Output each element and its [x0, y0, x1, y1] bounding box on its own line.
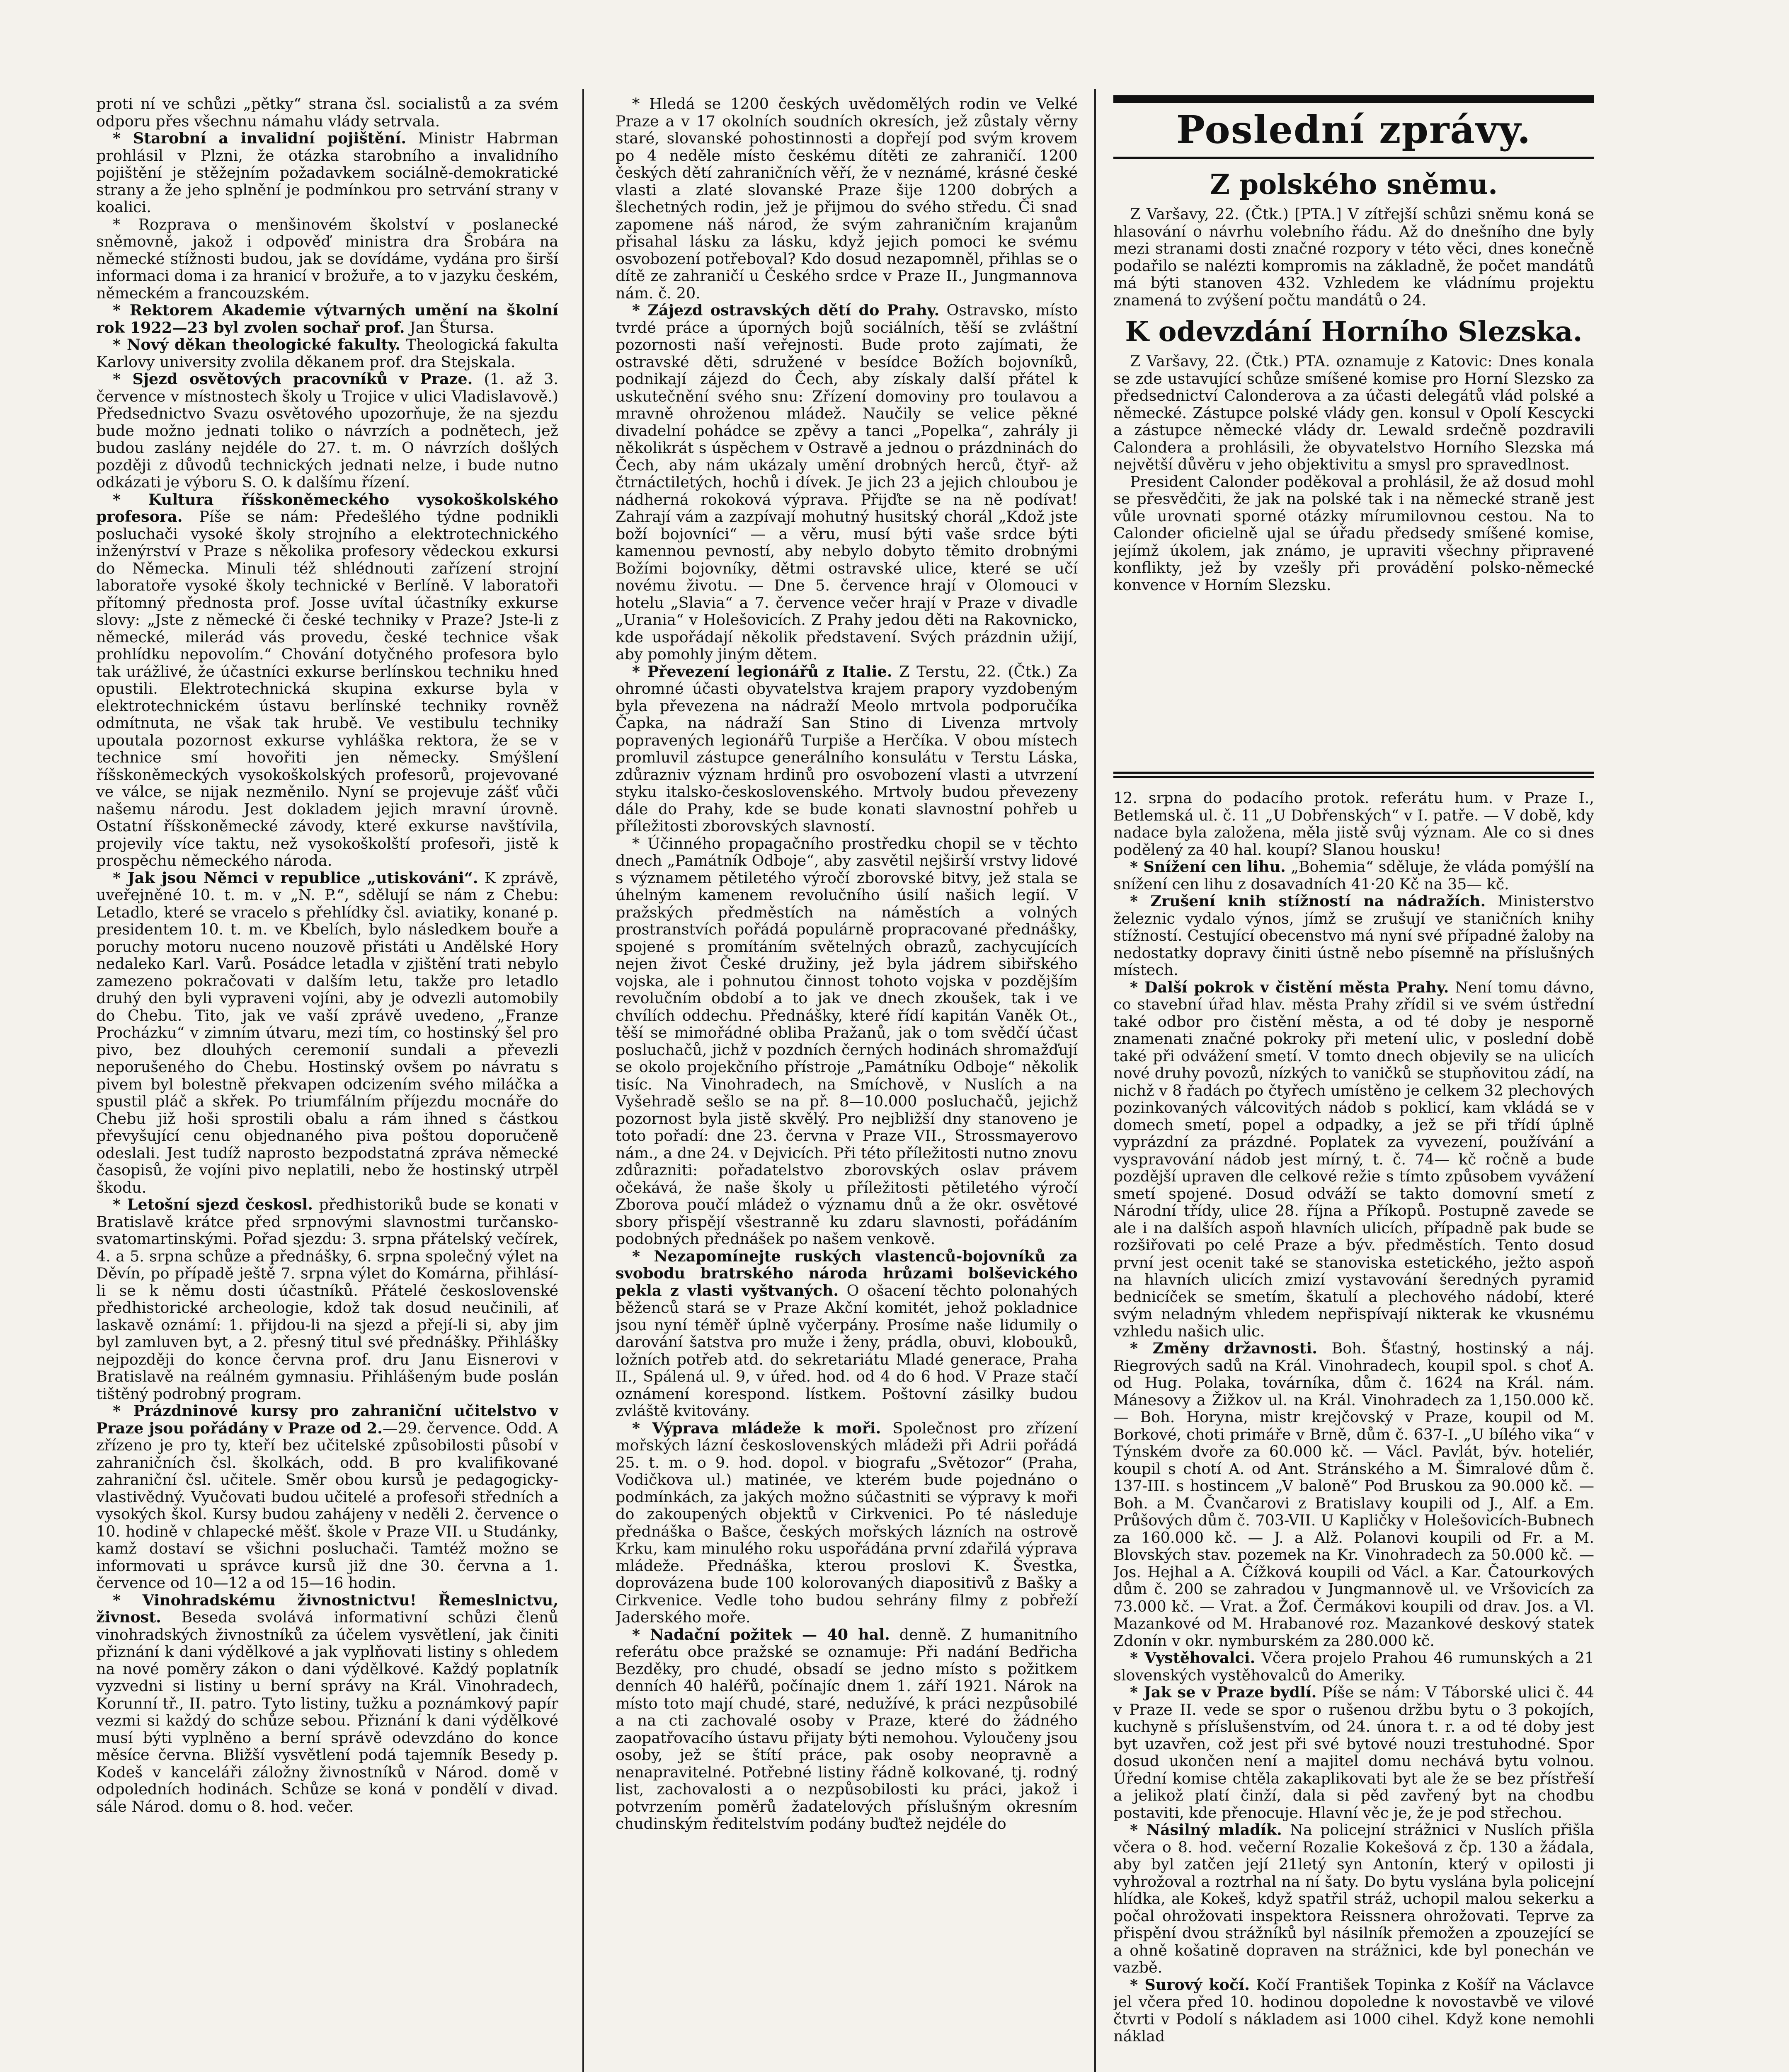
article-lead: * Starobní a invalidní pojištění.	[113, 129, 407, 147]
banner-rule-thin	[1113, 157, 1594, 159]
article-lead: * Nadační požitek — 40 hal.	[632, 1625, 890, 1644]
article-paragraph: * Jak jsou Němci v republice „utiskováni“. K zprávě, uveřejněné 10. t. m. v „N. P.“, sdělují se nám z Chebu: Letadlo, které se vracelo s přehlídky čsl. aviatiky, konané p. presidentem 10. t. m. ve Kbelích, bylo následkem bouře a poruchy motoru nuceno nouzově přistáti u Andělské Hory nedaleko Karl. Varů. Posádce letadla v zjištění trati nebylo zamezeno pokračovati v dalším letu, takže pro letadlo druhý den byli vypraveni vojíni, aby je odvezli automobily do Chebu. Tito, jak ve vaší zprávě uvedeno, „Franze Procházku“ v zimním útvaru, mezi tím, co hostinský šel pro pivo, bez dlouhých ceremonií sundali a převezli neporušeného do Chebu. Hostinský ovšem po návratu s pivem byl bolestně překvapen odcizením svého miláčka a spustil pláč a skřek. Po triumfálním příjezdu mocnáře do Chebu již hoši sprostili obalu a rám ihned s částkou převyšující cenu objednaného piva poštou doporučeně odeslali. Jest tudíž naprosto bezpodstatná zpráva německé časopisů, že vojíni pivo neplatili, nebo že hostinský utrpěl škodu.	[96, 869, 558, 1196]
article-paragraph: Z Varšavy, 22. (Čtk.) PTA. oznamuje z Katovic: Dnes konala se zde ustavující schůze smíšené komise pro Horní Slezsko za předsednictví Calonderova a za účasti delegátů vlád polské a německé. Zástupce polské vlády gen. konsul v Opolí Kescycki a zástupce německé vlády dr. Lewald srdečně pozdravili Calondera a prohlásili, že obyvatelstvo Horního Slezska má největší důvěru v jeho objektivitu a smysl pro spravedlnost.	[1113, 352, 1594, 473]
column-rule-right	[1094, 89, 1096, 2072]
article-paragraph: * Starobní a invalidní pojištění. Ministr Habrman prohlásil v Plzni, že otázka starobního a invalidního pojištění je stěžejním požadavkem sociálně-demokratické strany a že jeho splnění je podmínkou pro setrvání strany v koalici.	[96, 129, 558, 216]
article-paragraph: * Snížení cen lihu. „Bohemia“ sděluje, že vláda pomýšlí na snížení cen lihu z dosavadních 41·20 Kč na 35— kč.	[1113, 858, 1594, 893]
article-paragraph: * Zájezd ostravských dětí do Prahy. Ostravsko, místo tvrdé práce a úporných bojů sociálních, těší se zvláštní pozornosti naší veřejnosti. Bude proto zajímati, že ostravské děti, sdružené v besídce Božích bojovníků, podnikají zájezd do Čech, aby získaly další přátel k uskutečnění svého snu: Zřízení domoviny pro toulavou a mravně ohroženou mládež. Naučily se velice pěkné divadelní pohádce se zpěvy a tanci „Popelka“, zahrály ji několikrát s úspěchem v Ostravě a jednou o prázdninách do Čech, aby nám ukázaly umění drobných herců, čtyř- až čtrnáctiletých, hochů i dívek. Je jich 23 a jejich chloubou je nádherná rokoková výprava. Přijďte se na ně podívat! Zahrají vám a zazpívají mohutný husitský chorál „Kdož jste boží bojovníci“ — a věru, musí býti vaše srdce býti kamennou pevností, aby nebylo dobyto těmito drobnými Božími bojovníky, dětmi ostravské ulice, které se učí novému životu. — Dne 5. července hrají v Olomouci v hotelu „Slavia“ a 7. července večer hrají v Praze v divadle „Urania“ v Holešovicích. Z Prahy jedou děti na Rakovnicko, kde uspořádají několik představení. Svých prázdnin užijí, aby pomohly jiným dětem.	[616, 301, 1078, 663]
column-middle	[616, 95, 1078, 2072]
article-paragraph: * Kultura říšskoněmeckého vysokoškolského profesora. Píše se nám: Předešlého týdne podnikli posluchači vysoké školy strojního a elektrotechnického inženýrství v Praze s několika profesory vědeckou exkursi do Německa. Minuli též shlédnouti zařízení strojní laboratoře vysoké školy technické v Berlíně. V laboratoři přítomný přednosta prof. Josse uvítal účastníky exkurse slovy: „Jste z německé či české techniky v Praze? Jste-li z německé, milerád vás provedu, české technice však prohlídku nepovolím.“ Chování dotyčného profesora bylo tak urážlivé, že účastníci exkurse berlínskou techniku hned opustili. Elektrotechnická skupina exkurse byla v elektrotechnickém ústavu berlínské techniky rovněž odmítnuta, ne však tak hrubě. Ve vestibulu techniky upoutala pozornost exkurse vyhláška rektora, že se v technice smí hovořiti jen německy. Smýšlení říšskoněmeckých vysokoškolských profesorů, projevované ve válce, se nijak nezměnilo. Nyní se projevuje zášť vůči našemu národu. Jest dokladem jejich mravní úrovně. Ostatní říšskoněmecké závody, které exkurse navštívila, projevily více taktu, než vysokoškolští profesoři, jistě k prospěchu německého národa.	[96, 490, 558, 869]
column-left	[96, 95, 558, 2072]
article-lead: * Vinohradskému živnostnictvu! Řemeslnictvu, živnost.	[96, 1591, 558, 1626]
article-lead: * Nový děkan theologické fakulty.	[113, 336, 400, 353]
banner-rule	[1113, 95, 1594, 103]
headline-polish-sejm: Z polského sněmu.	[1210, 168, 1498, 201]
article-lead: * Výprava mládeže k moři.	[632, 1419, 881, 1437]
section-banner: Poslední zprávy.	[1176, 107, 1532, 152]
article-lead: * Jak se v Praze bydlí.	[1130, 1683, 1317, 1701]
article-paragraph: President Calonder poděkoval a prohlásil, že až dosud mohl se přesvědčiti, že jak na polské tak i na německé straně jest vůle urovnati sporné otázky mírumilovnou cestou. Na to Calonder oficielně ujal se úřadu předsedy smíšené komise, jejímž úkolem, jak známo, je upraviti všechny připravené konflikty, jež by vzešly při provádění polsko-německé konvence v Horním Slezsku.	[1113, 472, 1594, 594]
article-lead: * Sjezd osvětových pracovníků v Praze.	[113, 370, 473, 388]
article-paragraph: * Nový děkan theologické fakulty. Theologická fakulta Karlovy university zvolila děkanem prof. dra Stejskala.	[96, 336, 558, 371]
article-paragraph: Z Varšavy, 22. (Čtk.) [PTA.] V zítřejší schůzi sněmu koná se hlasování o návrhu volebního řádu. Až do dnešního dne byly mezi stranami dosti značné rozpory v této věci, dnes konečně podařilo se nalézti kompromis na základně, že počet mandátů má býti stanoven 432. Vzhledem ke vládnímu projektu znamená to zvýšení počtu mandátů o 24.	[1113, 205, 1594, 309]
article-paragraph: * Rozprava o menšinovém školství v poslanecké sněmovně, jakož i odpověď ministra dra Šrobára na německé stížnosti budou, jak se dovídáme, vydána pro širší informaci doma i za hranicí v brožuře, a to v jazyku českém, německém a francouzském.	[96, 215, 558, 302]
article-lead: * Zájezd ostravských dětí do Prahy.	[632, 301, 940, 319]
section-end-rule	[1113, 772, 1594, 778]
article-paragraph: * Další pokrok v čistění města Prahy. Není tomu dávno, co stavební úřad hlav. města Prahy zřídil si ve svém ústřední také odbor pro čistění města, a od té doby je nesporně znamenati značné pokroky při metení ulic, v poslední době také při odvážení smetí. V tomto dnech objevily se na ulicích nové druhy povozů, nízkých to vaničků se stupňovitou zádí, na nichž v 8 řadách po čtyřech umístěno je celkem 32 plechových pozinkovaných válcovitých nádob s poklicí, kam vkládá se v domech smetí, popel a odpadky, a jež se při třídí úplně vyprázdní za prázdné. Poplatek za vyvezení, používání a vyspravování nádob jest mírný, t. č. 74— kč ročně a bude pozdější upraven dle celkové režie s tímto způsobem vyvážení smetí spojené. Dosud odváží se takto domovní smetí z Národní třídy, ulice 28. října a Příkopů. Postupně zavede se ale i na dalších aspoň hlavních ulicích, případně pak bude se rozšiřovati po celé Praze a býv. předměstích. Tento dosud první jest ocenit také se stanoviska estetického, ježto aspoň na hlavních ulicích zmizí vystavování šeredných pyramid bednicíček se smetím, škatulí a plechového nádobí, které svým neladným vhledem nepřispívají nikterak ke vkusnému vzhledu našich ulic.	[1113, 978, 1594, 1340]
article-paragraph: * Výprava mládeže k moři. Společnost pro zřízení mořských lázní československých mládeži při Adrii pořádá 25. t. m. o 9. hod. dopol. v biografu „Světozor“ (Praha, Vodičkova ul.) matinée, ve kterém bude pojednáno o podmínkách, za jakých možno súčastniti se výpravy k moři do zakoupených objektů v Cirkvenici. Po té následuje přednáška o Bašce, českých mořských lázních na ostrově Krku, kam minulého roku uspořádána první zdařilá výprava mládeže. Přednáška, kterou proslovi K. Švestka, doprovázena bude 100 kolorovaných diapositivů z Bašky a Cirkvenice. Vedle toho budou sehrány filmy z pobřeží Jaderského moře.	[616, 1419, 1078, 1626]
article-paragraph: * Zrušení knih stížností na nádražích. Ministerstvo železnic vydalo výnos, jímž se zrušují ve staničních knihy stížností. Cestující obecenstvo má nyní své případné žaloby na nedostatky dopravy činiti ústně nebo písemně na příslušných místech.	[1113, 892, 1594, 979]
article-paragraph: * Rektorem Akademie výtvarných umění na školní rok 1922—23 byl zvolen sochař prof. Jan Štursa.	[96, 301, 558, 336]
article-paragraph: * Letošní sjezd českosl. předhistoriků bude se konati v Bratislavě krátce před srpnovými slavnostmi turčansko-svatomartinskými. Pořad sjezdu: 3. srpna přátelský večírek, 4. a 5. srpna schůze a přednášky, 6. srpna společný výlet na Děvín, po případě ještě 7. srpna výlet do Komárna, přihlásí-li se k němu dosti účastníků. Přátelé československé předhistorické archeologie, kdož tak dosud neučinili, ať laskavě oznámí: 1. přijdou-li na sjezd a přejí-li si, aby jim byl zamluven byt, a 2. přesný titul své přednášky. Přihlášky nejpozději do konce června prof. dru Janu Eisnerovi v Bratislavě na reálném gymnasiu. Přihlášeným bude poslán tištěný podrobný program.	[96, 1196, 558, 1403]
article-lead: * Zrušení knih stížností na nádražích.	[1130, 892, 1486, 910]
article-lead: * Další pokrok v čistění města Prahy.	[1130, 978, 1449, 996]
article-paragraph: * Vinohradskému živnostnictvu! Řemeslnictvu, živnost. Beseda svolává informativní schůzi členů vinohradských živnostníků za účelem vysvětlení, jak činiti přiznání k dani výdělkové a jak vyplňovati listiny s ohledem na nové poměry zákon o dani výdělkové. Každý poplatník vyzvedni si listiny u berní správy na Král. Vinohradech, Korunní tř., II. patro. Tyto listiny, tužku a poznámkový papír vezmi si každý do schůze sebou. Přiznání k dani výdělkové musí býti vyplněno a berní správě odevzdáno do konce měsíce června. Bližší vysvětlení podá tajemník Besedy p. Kodeš v kanceláři záložny živnostníků v Národ. domě v odpoledních hodinách. Schůze se koná v pondělí v divad. sále Národ. domu o 8. hod. večer.	[96, 1591, 558, 1815]
article-paragraph: * Účinného propagačního prostředku chopil se v těchto dnech „Památník Odboje“, aby zasvětil nejširší vrstvy lidové s významem pětiletého výročí zborovské bitvy, jež stala se úhelným kamenem revolučního úsilí našich legií. V pražských předměstích na náměstích a volných prostranstvích pořádá populárně propracované přednášky, spojené s promítáním světelných obrazů, zachycujících nejen život České družiny, jež byla jádrem sibiřského vojska, ale i pohnutou činnost tohoto vojska v pozdějším revolučním období a to jak ve dnech zkoušek, tak i ve chvílích oddechu. Přednášky, které řídí kapitán Vaněk Ot., těší se mimořádné obliba Pražanů, jak o tom svědčí účast posluchačů, jichž v pozdních černých hodinách shromažďují se okolo projekčního přístroje „Památníku Odboje“ několik tisíc. Na Vinohradech, na Smíchově, v Nuslích a na Vyšehradě sešlo se na př. 8—10.000 posluchačů, jejichž pozornost byla jistě skvělý. Pro nejbližší dny stanoveno je toto pořadí: dne 23. června v Praze VII., Strossmayerovo nám., a dne 24. v Dejvicích. Při této příležitosti nutno znovu zdůrazniti: pořadatelstvo zborovských oslav právem očekává, že naše školy u příležitosti pětiletého výročí Zborova poučí mládež o významu dnů a že okr. osvětové sbory přispějí všestranně ku zdaru slavnosti, pořádáním podobných přednášek po našem venkově.	[616, 834, 1078, 1248]
article-paragraph: * Prázdninové kursy pro zahraniční učitelstvo v Praze jsou pořádány v Praze od 2.—29. července. Odd. A zřízeno je pro ty, kteří bez učitelské způsobilosti působí v zahraničních čsl. školkách, odd. B pro kvalifikované zahraniční čsl. učitele. Směr obou kursů je pedagogicky-vlastivědný. Vyučovati budou učitelé a profesoři středních a vysokých škol. Kursy budou zahájeny v neděli 2. července o 10. hodině v chlapecké měšť. škole v Praze VII. u Studánky, kamž dostaví se všichni posluchači. Tamtéž možno se informovati u správce kursů již dne 30. června a 1. července od 10—12 a od 15—16 hodin.	[96, 1402, 558, 1592]
article-paragraph: * Převezení legionářů z Italie. Z Terstu, 22. (Čtk.) Za ohromné účasti obyvatelstva krajem prapory vyzdobeným byla převezena na nádraží Meolo mrtvola podporučíka Čapka, na nádraží San Stino di Livenza mrtvoly popravených legionářů Turpiše a Herčíka. V obou místech promluvil zástupce generálního konsulátu v Terstu Láska, zdůrazniv význam hrdinů pro osvobození vlasti a utvrzení styku italsko-československého. Mrtvoly budou převezeny dále do Prahy, kde se bude konati slavnostní pohřeb u příležitosti zborovských slavností.	[616, 662, 1078, 835]
article-paragraph: * Změny državnosti. Boh. Šťastný, hostinský a náj. Riegrových sadů na Král. Vinohradech, koupil spol. s choť A. od Hug. Polaka, továrníka, dům č. 1624 na Král. nám. Mánesovy a Žižkov ul. na Král. Vinohradech za 1,150.000 kč. — Boh. Horyna, mistr krejčovský v Praze, koupil od M. Borkové, choti primáře v Brně, dům č. 637-I. „U bílého vika“ v Týnském dvoře za 60.000 kč. — Václ. Pavlát, býv. hoteliér, koupil s chotí A. od Ant. Stránského a M. Šimralové dům č. 137-III. s hostincem „V baloně“ Pod Bruskou za 90.000 kč. — Boh. a M. Čvančarovi z Bratislavy koupili od J., Alf. a Em. Průšových dům č. 703-VII. U Kapličky v Holešovicích-Bubnech za 160.000 kč. — J. a Alž. Polanovi koupili od Fr. a M. Blovských stav. pozemek na Kr. Vinohradech za 50.000 kč. — Jos. Hejhal a A. Čížková koupili od Václ. a Kar. Čatourkových dům č. 200 se zahradou v Jungmannově ul. ve Vršovicích za 73.000 kč. — Vrat. a Žof. Čermákovi koupili od drav. Jos. a Vl. Mazankové od M. Hrabanové roz. Mazankové deskový statek Zdonín v okr. nymburském za 280.000 kč.	[1113, 1339, 1594, 1650]
article-paragraph: * Násilný mladík. Na policejní strážnici v Nuslích přišla včera o 8. hod. večerní Rozalie Kokešová z čp. 130 a žádala, aby byl zatčen její 21letý syn Antonín, který v opilosti ji vyhrožoval a roztrhal na ní šaty. Do bytu vyslána byla policejní hlídka, ale Kokeš, když spatřil stráž, uchopil malou sekerku a počal ohrožovati inspektora Reissnera ohrožovati. Teprve za přispění dvou strážníků byl násilník přemožen a zpouzející se a ohně košatině dopraven na strážnici, kde byl ponechán ve vazbě.	[1113, 1821, 1594, 1976]
article-lead: * Změny državnosti.	[1130, 1339, 1317, 1357]
headline-upper-silesia: K odevzdání Horního Slezska.	[1125, 315, 1583, 348]
article-lead: * Kultura říšskoněmeckého vysokoškolského profesora.	[96, 490, 558, 525]
article-lead: * Vystěhovalci.	[1130, 1649, 1256, 1667]
article-lead: * Prázdninové kursy pro zahraniční učitelstvo v Praze jsou pořádány v Praze od 2.	[96, 1402, 558, 1437]
column-right-bottom	[1113, 789, 1594, 2072]
article-lead: * Násilný mladík.	[1130, 1821, 1282, 1839]
article-paragraph: proti ní ve schůzi „pětky“ strana čsl. socialistů a za svém odporu přes všechnu námahu vlády setrvala.	[96, 95, 558, 130]
article-paragraph: * Nadační požitek — 40 hal. denně. Z humanitního referátu obce pražské se oznamuje: Při nadání Bedřicha Bezděky, pro chudé, obsadí se jedno místo s požitkem denních 40 haléřů, počínajíc dnem 1. září 1921. Nárok na místo toto mají chudé, staré, nedužívé, k práci nezpůsobilé a na cti zachovalé osoby v Praze, které do žádného zaopatřovacího ústavu přijaty býti nemohou. Vyloučeny jsou osoby, jež se štítí práce, pak osoby neopravně a nenapravitelné. Potřebné listiny řádně kolkované, tj. rodný list, zachovalosti a o nezpůsobilosti ku práci, jakož i potvrzením poměrů žadatelových příslušným okresním chudinským ředitelstvím podány buďtež nejdéle do	[616, 1625, 1078, 1832]
article-paragraph: * Sjezd osvětových pracovníků v Praze. (1. až 3. července v místnostech školy u Trojice v ulici Vladislavově.) Předsednictvo Svazu osvětového upozorňuje, že na sjezdu bude možno jednati toliko o návrzích a podnětech, jež budou zaslány nejdéle do 27. t. m. O návrzích došlých později z důvodů technických jednati nelze, i bude nutno odkázati je výboru S. O. k dalšímu řízení.	[96, 370, 558, 491]
article-lead: * Surový kočí.	[1130, 1975, 1250, 1994]
article-lead: * Letošní sjezd českosl.	[113, 1196, 313, 1213]
article-paragraph: * Nezapomínejte ruských vlastenců-bojovníků za svobodu bratrského národa hrůzami bolševického pekla z vlasti vyštvaných. O ošacení těchto polonahých běženců stará se v Praze Akční komitét, jehož pokladnice jsou nyní téměř úplně vyčerpány. Prosíme naše lidumily o darování šatstva pro muže i ženy, prádla, obuvi, klobouků, ložních potřeb atd. do sekretariátu Mladé generace, Praha II., Spálená ul. 9, v úřed. hod. od 4 do 6 hod. V Praze stačí oznámení korespond. lístkem. Poštovní zásilky budou zvláště kvitovány.	[616, 1247, 1078, 1420]
article-paragraph: 12. srpna do podacího protok. referátu hum. v Praze I., Betlemská ul. č. 11 „U Dobřenských“ v I. patře. — V době, kdy nadace byla založena, měla jistě svůj význam. Ale co si dnes podělený za 40 hal. koupí? Slanou housku!	[1113, 789, 1594, 859]
article-lead: * Jak jsou Němci v republice „utiskováni“.	[113, 869, 478, 887]
article-lead: * Snížení cen lihu.	[1130, 858, 1286, 876]
column-right-top	[1113, 95, 1594, 775]
article-paragraph: * Jak se v Praze bydlí. Píše se nám: V Táborské ulici č. 44 v Praze II. vede se spor o rušenou držbu bytu o 3 pokojích, kuchyně s příslušenstvím, od 24. února t. r. a od té doby jest byt uzavřen, což jest při své bytové nouzi trestuhodné. Spor dosud ukončen není a majitel domu nechává bytu volnou. Úřední komise chtěla zakaplikovati byt ale že se bez přístřeší a jelikož platí činží, dala si pěd zavřený byt na chodbu postaviti, kde přenocuje. Hlavní věc je, že je pod střechou.	[1113, 1683, 1594, 1822]
article-lead: * Převezení legionářů z Italie.	[632, 662, 892, 680]
article-paragraph: * Hledá se 1200 českých uvědomělých rodin ve Velké Praze a v 17 okolních soudních okresích, jež zůstaly věrny staré, slovanské pohostinnosti a dopřejí pod svým krovem po 4 neděle místo českému dítěti ze zahraničí. 1200 českých dětí zahraničních věří, že v neznámé, krásné české vlasti a zlaté slovanské Praze šije 1200 dobrých a šlechetných rodin, jež je přijmou do svého středu. Či snad zapomene náš národ, že svým zahraničním krajanům přisahal lásku za lásku, když jejich pomoci ke svému osvobození potřeboval? Kdo dosud nezapomněl, přihlas se o dítě ze zahraničí u Českého srdce v Praze II., Jungmannova nám. č. 20.	[616, 95, 1078, 302]
column-rule-left	[582, 89, 584, 2072]
article-lead: * Nezapomínejte ruských vlastenců-bojovníků za svobodu bratrského národa hrůzami bolševického pekla z vlasti vyštvaných.	[616, 1247, 1078, 1300]
article-lead: * Rektorem Akademie výtvarných umění na školní rok 1922—23 byl zvolen sochař prof.	[96, 301, 558, 336]
article-paragraph: * Surový kočí. Kočí František Topinka z Košíř na Václavce jel včera před 10. hodinou dopoledne k novostavbě ve vilové čtvrti v Podolí s nákladem asi 1000 cihel. Když kone nemohli náklad	[1113, 1975, 1594, 2045]
article-paragraph: * Vystěhovalci. Včera projelo Prahou 46 rumunských a 21 slovenských vystěhovalců do Ameriky.	[1113, 1649, 1594, 1684]
